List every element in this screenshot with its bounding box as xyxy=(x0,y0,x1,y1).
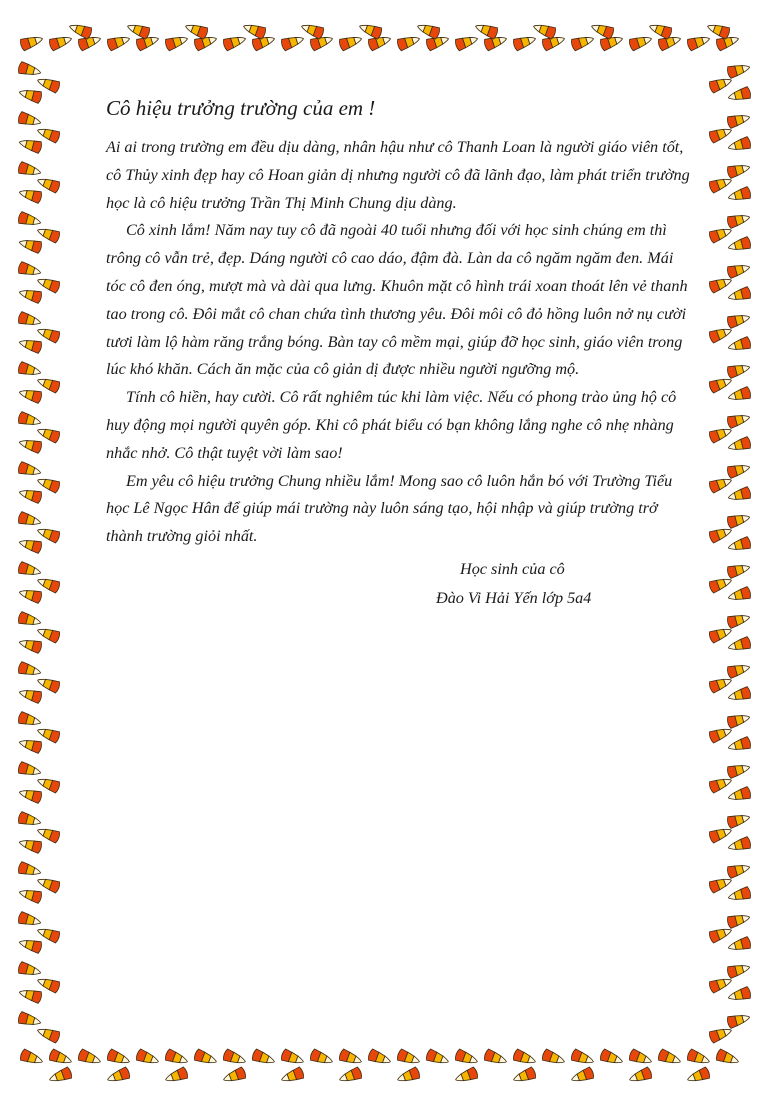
candy-corn-icon xyxy=(454,33,479,51)
candy-corn-icon xyxy=(222,1048,247,1067)
candy-corn-icon xyxy=(727,236,752,253)
candy-corn-icon xyxy=(715,33,740,51)
candy-corn-icon xyxy=(309,1048,334,1067)
candy-corn-icon xyxy=(17,611,42,628)
candy-corn-icon xyxy=(726,61,751,78)
candy-corn-icon xyxy=(17,61,42,78)
candy-corn-icon xyxy=(36,675,61,694)
candy-corn-icon xyxy=(48,1048,73,1067)
candy-corn-icon xyxy=(338,1048,363,1067)
candy-corn-icon xyxy=(708,425,733,444)
candy-corn-icon xyxy=(416,21,441,40)
candy-corn-icon xyxy=(36,575,61,594)
candy-corn-icon xyxy=(483,1048,508,1067)
candy-corn-icon xyxy=(36,525,61,544)
candy-corn-icon xyxy=(474,21,499,40)
candy-corn-icon xyxy=(570,1048,595,1067)
candy-corn-icon xyxy=(164,1066,189,1085)
candy-corn-icon xyxy=(280,1048,305,1067)
candy-corn-icon xyxy=(36,775,61,794)
candy-corn-icon xyxy=(686,1048,711,1067)
candy-corn-icon xyxy=(727,336,752,353)
candy-corn-icon xyxy=(300,21,325,40)
candy-corn-icon xyxy=(17,111,42,128)
candy-corn-icon xyxy=(18,86,43,103)
candy-corn-icon xyxy=(726,1011,751,1028)
candy-corn-icon xyxy=(36,75,61,94)
candy-corn-icon xyxy=(708,525,733,544)
candy-corn-icon xyxy=(135,1048,160,1067)
candy-corn-icon xyxy=(358,21,383,40)
candy-corn-icon xyxy=(396,1048,421,1067)
candy-corn-icon xyxy=(727,636,752,653)
candy-corn-icon xyxy=(425,1048,450,1067)
candy-corn-icon xyxy=(708,625,733,644)
candy-corn-icon xyxy=(36,175,61,194)
candy-corn-icon xyxy=(36,275,61,294)
candy-corn-icon xyxy=(18,586,43,603)
signature-line-2: Đào Vi Hải Yến lớp 5a4 xyxy=(436,588,592,607)
candy-corn-icon xyxy=(727,536,752,553)
candy-corn-icon xyxy=(727,936,752,953)
candy-corn-icon xyxy=(77,1048,102,1067)
candy-corn-icon xyxy=(727,836,752,853)
candy-corn-icon xyxy=(726,461,751,478)
candy-corn-icon xyxy=(17,361,42,378)
paragraph-closing: Em yêu cô hiệu trưởng Chung nhiều lắm! Mong sao cô luôn hắn bó với Trường Tiểu học Lê Ngọc Hân để giúp mái trường này luôn sáng tạo, hội nhập và giúp trường trở thành trường giỏi nhất. xyxy=(106,471,673,546)
candy-corn-icon xyxy=(251,33,276,51)
candy-corn-icon xyxy=(36,725,61,744)
candy-corn-icon xyxy=(280,33,305,51)
candy-corn-icon xyxy=(727,986,752,1003)
candy-corn-icon xyxy=(726,661,751,678)
candy-corn-icon xyxy=(193,1048,218,1067)
candy-corn-icon xyxy=(726,711,751,728)
candy-corn-icon xyxy=(570,1066,595,1085)
candy-corn-icon xyxy=(715,1048,740,1067)
candy-corn-icon xyxy=(18,536,43,553)
candy-corn-icon xyxy=(657,1048,682,1067)
candy-corn-icon xyxy=(193,33,218,51)
candy-corn-icon xyxy=(708,775,733,794)
candy-corn-icon xyxy=(17,461,42,478)
candy-corn-icon xyxy=(726,261,751,278)
candy-corn-icon xyxy=(18,186,43,203)
candy-corn-icon xyxy=(727,736,752,753)
candy-corn-icon xyxy=(164,33,189,51)
candy-corn-icon xyxy=(708,725,733,744)
candy-corn-icon xyxy=(454,1066,479,1085)
candy-corn-icon xyxy=(18,136,43,153)
candy-corn-icon xyxy=(708,225,733,244)
candy-corn-icon xyxy=(222,33,247,51)
candy-corn-icon xyxy=(126,21,151,40)
candy-corn-icon xyxy=(17,711,42,728)
signature-line-1: Học sinh của cô xyxy=(460,559,565,578)
candy-corn-icon xyxy=(164,1048,189,1067)
candy-corn-icon xyxy=(18,486,43,503)
candy-corn-icon xyxy=(36,325,61,344)
candy-corn-icon xyxy=(454,1048,479,1067)
candy-corn-icon xyxy=(590,21,615,40)
candy-corn-icon xyxy=(708,575,733,594)
document-body xyxy=(106,94,696,613)
candy-corn-icon xyxy=(686,33,711,51)
candy-corn-icon xyxy=(727,386,752,403)
candy-corn-icon xyxy=(18,836,43,853)
candy-corn-icon xyxy=(726,361,751,378)
candy-corn-icon xyxy=(18,436,43,453)
candy-corn-icon xyxy=(726,211,751,228)
candy-corn-icon xyxy=(18,886,43,903)
candy-corn-icon xyxy=(36,475,61,494)
candy-corn-icon xyxy=(17,511,42,528)
candy-corn-icon xyxy=(708,675,733,694)
candy-corn-icon xyxy=(628,1066,653,1085)
candy-corn-icon xyxy=(367,1048,392,1067)
candy-corn-icon xyxy=(708,975,733,994)
candy-corn-icon xyxy=(512,1066,537,1085)
candy-corn-icon xyxy=(628,1048,653,1067)
candy-corn-icon xyxy=(19,1048,44,1067)
candy-corn-icon xyxy=(17,961,42,978)
candy-corn-icon xyxy=(708,475,733,494)
candy-corn-icon xyxy=(726,811,751,828)
candy-corn-icon xyxy=(17,211,42,228)
candy-corn-icon xyxy=(708,875,733,894)
candy-corn-icon xyxy=(17,261,42,278)
candy-corn-icon xyxy=(686,1066,711,1085)
candy-corn-icon xyxy=(657,33,682,51)
candy-corn-icon xyxy=(242,21,267,40)
candy-corn-icon xyxy=(338,1066,363,1085)
candy-corn-icon xyxy=(18,636,43,653)
candy-corn-icon xyxy=(708,925,733,944)
candy-corn-icon xyxy=(726,311,751,328)
candy-corn-icon xyxy=(17,1011,42,1028)
document-title: Cô hiệu trưởng trường của em ! xyxy=(106,96,376,120)
candy-corn-icon xyxy=(706,21,731,40)
candy-corn-icon xyxy=(68,21,93,40)
candy-corn-icon xyxy=(599,33,624,51)
candy-corn-icon xyxy=(18,786,43,803)
candy-corn-icon xyxy=(708,375,733,394)
candy-corn-icon xyxy=(726,161,751,178)
candy-corn-icon xyxy=(708,325,733,344)
candy-corn-icon xyxy=(77,33,102,51)
candy-corn-icon xyxy=(19,33,44,51)
candy-corn-icon xyxy=(726,761,751,778)
candy-corn-icon xyxy=(309,33,334,51)
candy-corn-icon xyxy=(280,1066,305,1085)
candy-corn-icon xyxy=(17,761,42,778)
candy-corn-icon xyxy=(727,136,752,153)
candy-corn-icon xyxy=(396,33,421,51)
candy-corn-icon xyxy=(599,1048,624,1067)
candy-corn-icon xyxy=(726,961,751,978)
paragraph-personality: Tính cô hiền, hay cười. Cô rất nghiêm túc khi làm việc. Nếu có phong trào ủng hộ cô huy động mọi người quyên góp. Khi cô phát biểu có bạn không lắng nghe cô nhẹ nhàng nhắc nhở. Cô thật tuyệt vời làm sao! xyxy=(106,388,677,462)
candy-corn-icon xyxy=(726,111,751,128)
candy-corn-icon xyxy=(708,175,733,194)
candy-corn-icon xyxy=(483,33,508,51)
candy-corn-icon xyxy=(48,33,73,51)
candy-corn-icon xyxy=(708,825,733,844)
candy-corn-icon xyxy=(135,33,160,51)
candy-corn-icon xyxy=(512,33,537,51)
candy-corn-icon xyxy=(367,33,392,51)
candy-corn-icon xyxy=(18,936,43,953)
candy-corn-icon xyxy=(570,33,595,51)
candy-corn-icon xyxy=(17,411,42,428)
candy-corn-icon xyxy=(184,21,209,40)
candy-corn-icon xyxy=(106,1048,131,1067)
candy-corn-icon xyxy=(17,161,42,178)
paragraph-intro: Ai ai trong trường em đều dịu dàng, nhân hậu như cô Thanh Loan là người giáo viên tốt, cô Thủy xinh đẹp hay cô Hoan giản dị nhưng người cô đã lãnh đạo, làm phát triển trường học là cô hiệu trưởng Trần Thị Minh Chung dịu dàng. xyxy=(106,138,690,212)
candy-corn-icon xyxy=(726,411,751,428)
candy-corn-icon xyxy=(18,236,43,253)
candy-corn-icon xyxy=(18,386,43,403)
candy-corn-icon xyxy=(106,1066,131,1085)
candy-corn-icon xyxy=(648,21,673,40)
candy-corn-icon xyxy=(18,686,43,703)
candy-corn-icon xyxy=(222,1066,247,1085)
candy-corn-icon xyxy=(727,586,752,603)
candy-corn-icon xyxy=(541,33,566,51)
candy-corn-icon xyxy=(17,811,42,828)
candy-corn-icon xyxy=(36,225,61,244)
candy-corn-icon xyxy=(396,1066,421,1085)
candy-corn-icon xyxy=(18,336,43,353)
candy-corn-icon xyxy=(18,286,43,303)
candy-corn-icon xyxy=(727,86,752,103)
candy-corn-icon xyxy=(36,125,61,144)
candy-corn-icon xyxy=(512,1048,537,1067)
candy-corn-icon xyxy=(727,286,752,303)
candy-corn-icon xyxy=(708,1025,733,1044)
candy-corn-icon xyxy=(541,1048,566,1067)
candy-corn-icon xyxy=(425,33,450,51)
candy-corn-icon xyxy=(36,875,61,894)
candy-corn-icon xyxy=(17,661,42,678)
candy-corn-icon xyxy=(628,33,653,51)
candy-corn-icon xyxy=(726,861,751,878)
candy-corn-icon xyxy=(36,975,61,994)
paragraph-appearance: Cô xinh lắm! Năm nay tuy cô đã ngoài 40 tuổi nhưng đối với học sinh chúng em thì trông cô vẫn trẻ, đẹp. Dáng người cô cao dáo, đậm đà. Làn da cô ngăm ngăm đen. Mái tóc cô đen óng, mượt mà và dài qua lưng. Khuôn mặt cô hình trái xoan thoát lên vẻ thanh tao trong cô. Đôi mắt cô chan chứa tình thương yêu. Đôi môi cô đỏ hồng luôn nở nụ cười tươi làm lộ hàm răng trắng bóng. Bàn tay cô mềm mại, giúp đỡ học sinh, giáo viên trong lúc khó khăn. Cách ăn mặc của cô giản dị được nhiều người ngưỡng mộ. xyxy=(106,221,688,379)
candy-corn-icon xyxy=(48,1066,73,1085)
candy-corn-icon xyxy=(36,1025,61,1044)
candy-corn-icon xyxy=(708,125,733,144)
candy-corn-icon xyxy=(708,75,733,94)
candy-corn-icon xyxy=(36,925,61,944)
candy-corn-icon xyxy=(17,861,42,878)
candy-corn-icon xyxy=(338,33,363,51)
candy-corn-icon xyxy=(17,911,42,928)
candy-corn-icon xyxy=(18,736,43,753)
candy-corn-icon xyxy=(18,986,43,1003)
candy-corn-icon xyxy=(727,186,752,203)
candy-corn-icon xyxy=(727,486,752,503)
candy-corn-icon xyxy=(17,311,42,328)
candy-corn-icon xyxy=(17,561,42,578)
candy-corn-icon xyxy=(726,561,751,578)
candy-corn-icon xyxy=(726,911,751,928)
candy-corn-icon xyxy=(36,425,61,444)
candy-corn-icon xyxy=(36,375,61,394)
candy-corn-icon xyxy=(727,686,752,703)
candy-corn-icon xyxy=(726,511,751,528)
candy-corn-icon xyxy=(726,611,751,628)
candy-corn-icon xyxy=(251,1048,276,1067)
candy-corn-icon xyxy=(36,625,61,644)
candy-corn-icon xyxy=(106,33,131,51)
candy-corn-icon xyxy=(36,825,61,844)
candy-corn-icon xyxy=(532,21,557,40)
candy-corn-icon xyxy=(708,275,733,294)
candy-corn-icon xyxy=(727,436,752,453)
candy-corn-icon xyxy=(727,886,752,903)
candy-corn-icon xyxy=(727,786,752,803)
